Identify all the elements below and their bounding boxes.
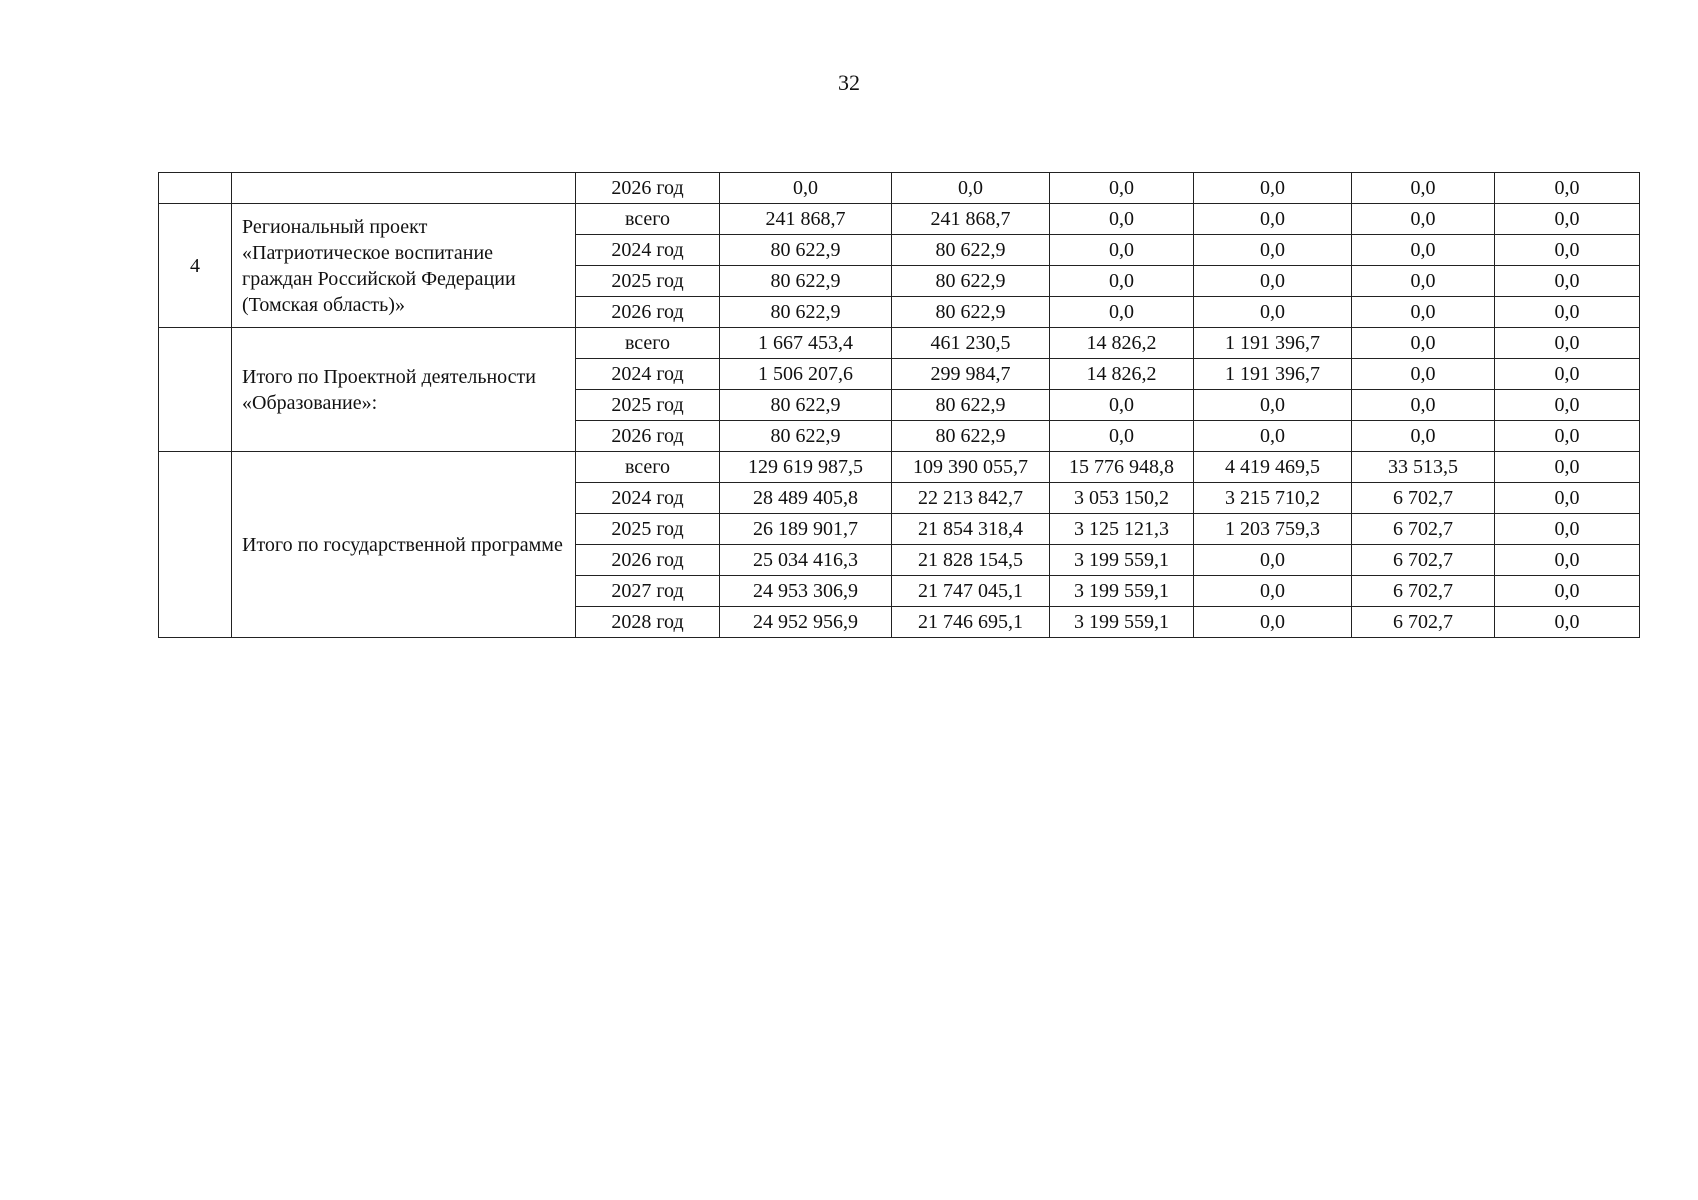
period-cell: всего <box>576 328 720 359</box>
value-cell: 0,0 <box>1194 545 1352 576</box>
page-number: 32 <box>838 70 860 95</box>
period-cell: 2026 год <box>576 173 720 204</box>
value-cell: 1 506 207,6 <box>720 359 892 390</box>
value-cell: 80 622,9 <box>720 235 892 266</box>
value-cell: 299 984,7 <box>892 359 1050 390</box>
period-cell: 2024 год <box>576 483 720 514</box>
value-cell: 0,0 <box>1194 297 1352 328</box>
value-cell: 0,0 <box>1495 297 1640 328</box>
value-cell: 0,0 <box>1495 235 1640 266</box>
value-cell: 3 199 559,1 <box>1050 545 1194 576</box>
period-cell: 2025 год <box>576 390 720 421</box>
value-cell: 1 191 396,7 <box>1194 328 1352 359</box>
value-cell: 0,0 <box>1495 266 1640 297</box>
value-cell: 0,0 <box>1194 173 1352 204</box>
value-cell: 0,0 <box>1495 390 1640 421</box>
value-cell: 6 702,7 <box>1352 483 1495 514</box>
value-cell: 241 868,7 <box>720 204 892 235</box>
value-cell: 0,0 <box>1495 483 1640 514</box>
value-cell: 80 622,9 <box>892 235 1050 266</box>
value-cell: 3 053 150,2 <box>1050 483 1194 514</box>
value-cell: 109 390 055,7 <box>892 452 1050 483</box>
value-cell: 80 622,9 <box>892 266 1050 297</box>
value-cell: 0,0 <box>1050 390 1194 421</box>
value-cell: 0,0 <box>720 173 892 204</box>
value-cell: 1 191 396,7 <box>1194 359 1352 390</box>
period-cell: 2024 год <box>576 359 720 390</box>
value-cell: 0,0 <box>1495 514 1640 545</box>
value-cell: 26 189 901,7 <box>720 514 892 545</box>
period-cell: 2024 год <box>576 235 720 266</box>
value-cell: 0,0 <box>1194 235 1352 266</box>
value-cell: 0,0 <box>1352 421 1495 452</box>
program-name-cell: Региональный проект «Патриотическое воспитание граждан Российской Федерации (Томская область)» <box>232 204 576 328</box>
value-cell: 0,0 <box>1194 607 1352 638</box>
funding-table <box>158 172 1640 638</box>
value-cell: 3 125 121,3 <box>1050 514 1194 545</box>
value-cell: 1 667 453,4 <box>720 328 892 359</box>
value-cell: 0,0 <box>1495 328 1640 359</box>
value-cell: 0,0 <box>1352 390 1495 421</box>
period-cell: всего <box>576 204 720 235</box>
value-cell: 0,0 <box>1352 235 1495 266</box>
period-cell: 2025 год <box>576 266 720 297</box>
value-cell: 24 952 956,9 <box>720 607 892 638</box>
value-cell: 0,0 <box>1050 204 1194 235</box>
value-cell: 0,0 <box>1495 204 1640 235</box>
value-cell: 80 622,9 <box>720 390 892 421</box>
row-number-cell: 4 <box>159 204 232 328</box>
value-cell: 0,0 <box>1495 545 1640 576</box>
value-cell: 15 776 948,8 <box>1050 452 1194 483</box>
value-cell: 3 199 559,1 <box>1050 607 1194 638</box>
value-cell: 0,0 <box>1194 390 1352 421</box>
value-cell: 0,0 <box>1352 204 1495 235</box>
value-cell: 80 622,9 <box>892 297 1050 328</box>
period-cell: 2026 год <box>576 297 720 328</box>
program-name-cell: Итого по государственной программе <box>232 452 576 638</box>
value-cell: 25 034 416,3 <box>720 545 892 576</box>
table-row <box>159 452 1640 483</box>
value-cell: 80 622,9 <box>720 421 892 452</box>
value-cell: 0,0 <box>1495 173 1640 204</box>
value-cell: 80 622,9 <box>892 421 1050 452</box>
program-name-cell: Итого по Проектной деятельности «Образование»: <box>232 328 576 452</box>
value-cell: 0,0 <box>1194 421 1352 452</box>
value-cell: 461 230,5 <box>892 328 1050 359</box>
table-row <box>159 204 1640 235</box>
value-cell: 0,0 <box>1194 266 1352 297</box>
value-cell: 0,0 <box>1352 173 1495 204</box>
value-cell: 21 854 318,4 <box>892 514 1050 545</box>
value-cell: 0,0 <box>1495 359 1640 390</box>
row-number-cell <box>159 452 232 638</box>
value-cell: 0,0 <box>1352 266 1495 297</box>
value-cell: 80 622,9 <box>892 390 1050 421</box>
value-cell: 0,0 <box>1050 235 1194 266</box>
value-cell: 14 826,2 <box>1050 328 1194 359</box>
value-cell: 0,0 <box>1194 204 1352 235</box>
value-cell: 0,0 <box>892 173 1050 204</box>
program-name-cell <box>232 173 576 204</box>
period-cell: всего <box>576 452 720 483</box>
value-cell: 0,0 <box>1495 576 1640 607</box>
value-cell: 4 419 469,5 <box>1194 452 1352 483</box>
value-cell: 0,0 <box>1050 297 1194 328</box>
period-cell: 2028 год <box>576 607 720 638</box>
value-cell: 241 868,7 <box>892 204 1050 235</box>
value-cell: 0,0 <box>1050 421 1194 452</box>
value-cell: 129 619 987,5 <box>720 452 892 483</box>
value-cell: 0,0 <box>1495 607 1640 638</box>
value-cell: 0,0 <box>1352 328 1495 359</box>
value-cell: 21 828 154,5 <box>892 545 1050 576</box>
value-cell: 80 622,9 <box>720 266 892 297</box>
value-cell: 0,0 <box>1050 173 1194 204</box>
value-cell: 3 215 710,2 <box>1194 483 1352 514</box>
value-cell: 0,0 <box>1352 297 1495 328</box>
value-cell: 6 702,7 <box>1352 514 1495 545</box>
value-cell: 6 702,7 <box>1352 545 1495 576</box>
period-cell: 2025 год <box>576 514 720 545</box>
value-cell: 1 203 759,3 <box>1194 514 1352 545</box>
value-cell: 22 213 842,7 <box>892 483 1050 514</box>
value-cell: 0,0 <box>1352 359 1495 390</box>
value-cell: 21 746 695,1 <box>892 607 1050 638</box>
value-cell: 33 513,5 <box>1352 452 1495 483</box>
period-cell: 2026 год <box>576 545 720 576</box>
value-cell: 0,0 <box>1194 576 1352 607</box>
row-number-cell <box>159 328 232 452</box>
table-row <box>159 173 1640 204</box>
table-row <box>159 328 1640 359</box>
row-number-cell <box>159 173 232 204</box>
value-cell: 0,0 <box>1495 421 1640 452</box>
value-cell: 80 622,9 <box>720 297 892 328</box>
value-cell: 0,0 <box>1050 266 1194 297</box>
period-cell: 2026 год <box>576 421 720 452</box>
period-cell: 2027 год <box>576 576 720 607</box>
value-cell: 0,0 <box>1495 452 1640 483</box>
value-cell: 6 702,7 <box>1352 607 1495 638</box>
value-cell: 24 953 306,9 <box>720 576 892 607</box>
value-cell: 3 199 559,1 <box>1050 576 1194 607</box>
value-cell: 21 747 045,1 <box>892 576 1050 607</box>
value-cell: 28 489 405,8 <box>720 483 892 514</box>
value-cell: 6 702,7 <box>1352 576 1495 607</box>
value-cell: 14 826,2 <box>1050 359 1194 390</box>
